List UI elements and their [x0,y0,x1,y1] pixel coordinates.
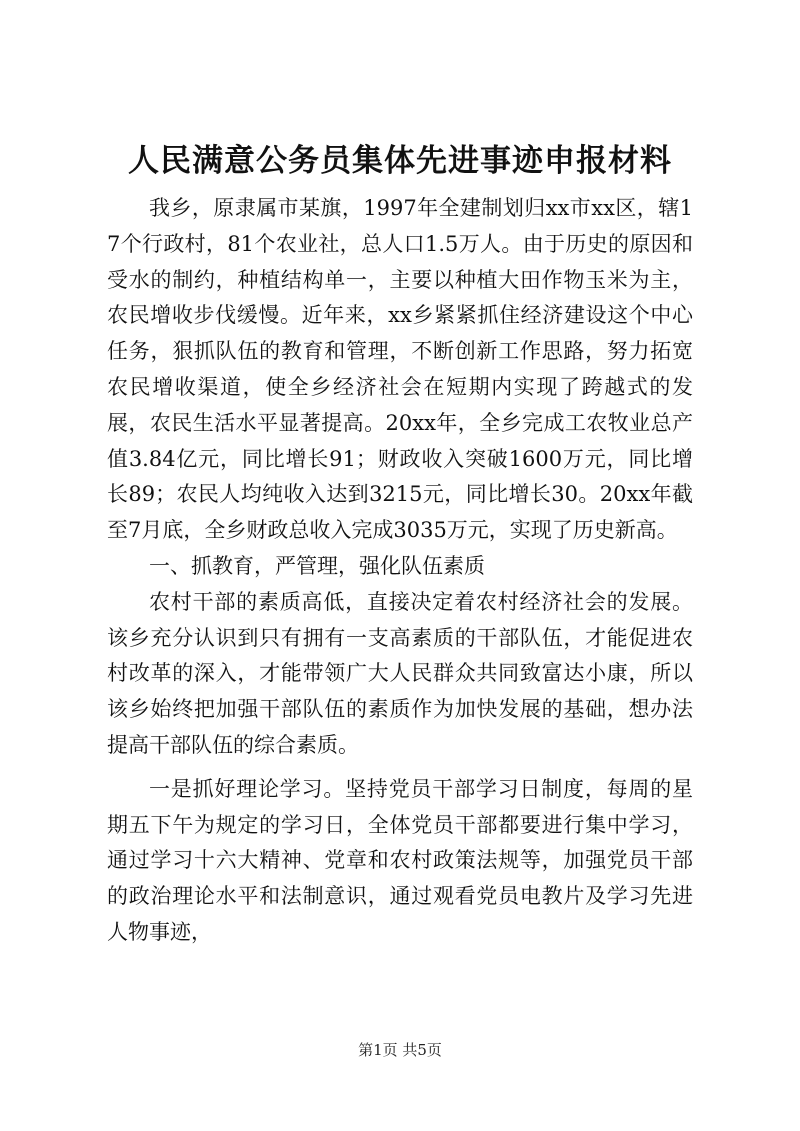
section-heading-1: 一、抓教育，严管理，强化队伍素质 [149,553,485,578]
paragraph-intro: 我乡，原隶属市某旗，1997年全建制划归xx市xx区，辖17个行政村，81个农业社，总人口1.5万人。由于历史的原因和受水的制约，种植结构单一，主要以种植大田作物玉米为主，农民增收步伐缓慢。近年来，xx乡紧紧抓住经济建设这个中心任务，狠抓队伍的教育和管理，不断创新工作思路，努力拓宽农民增收渠道，使全乡经济社会在短期内实现了跨越式的发展，农民生活水平显著提高。20xx年，全乡完成工农牧业总产值3.84亿元，同比增长91；财政收入突破1600万元，同比增长89；农民人均纯收入达到3215元，同比增长30。20xx年截至7月底，全乡财政总收入完成3035万元，实现了历史新高。 [107,196,693,543]
paragraph-gap [107,764,693,772]
document-body [107,191,693,951]
page-footer: 第1页 共5页 [358,1041,442,1059]
document-title: 人民满意公务员集体先进事迹申报材料 [128,143,672,179]
paragraph-cadre-quality: 农村干部的素质高低，直接决定着农村经济社会的发展。该乡充分认识到只有拥有一支高素质的干部队伍，才能促进农村改革的深入，才能带领广大人民群众共同致富达小康，所以该乡始终把加强干部队伍的素质作为加快发展的基础，想办法提高干部队伍的综合素质。 [107,589,693,757]
paragraph-theory-study: 一是抓好理论学习。坚持党员干部学习日制度，每周的星期五下午为规定的学习日，全体党员干部都要进行集中学习，通过学习十六大精神、党章和农村政策法规等，加强党员干部的政治理论水平和法制意识，通过观看党员电教片及学习先进人物事迹， [107,776,693,944]
